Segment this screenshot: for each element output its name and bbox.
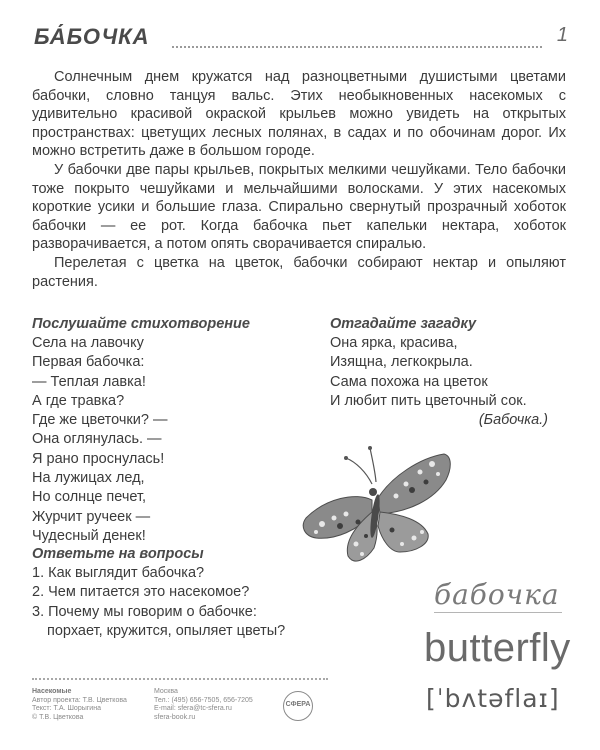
poem-line: Она оглянулась. —: [32, 431, 162, 448]
footer-site: sfera-book.ru: [154, 713, 196, 721]
footer-dotted-separator: [32, 678, 328, 680]
handwriting-baseline: [434, 612, 562, 613]
poem-line: Где же цветочки? —: [32, 412, 168, 429]
vocabulary-transcription: [ˈbʌtəflaɪ]: [426, 684, 560, 713]
poem-line: — Теплая лавка!: [32, 373, 146, 390]
footer-city: Москва: [154, 688, 178, 695]
publisher-logo-text: СФЕРА: [285, 701, 311, 708]
footer-project-author: Автор проекта: Т.В. Цветкова: [32, 696, 127, 704]
footer-email: E-mail: sfera@tc-sfera.ru: [154, 705, 232, 713]
question-item: 2. Чем питается это насекомое?: [32, 584, 250, 601]
riddle-answer: (Бабочка.): [478, 412, 548, 429]
header: [34, 22, 568, 54]
poem-line: Но солнце печет,: [32, 489, 147, 506]
poem-line: Чудесный денек!: [32, 527, 146, 544]
riddle-line: Она ярка, красива,: [330, 335, 458, 351]
poem-line: Первая бабочка:: [32, 354, 145, 371]
footer-credits: [32, 688, 127, 722]
intro-paragraph: Перелетая с цветка на цветок, бабочки собирают нектар и опыляют растения.: [32, 254, 566, 290]
intro-paragraph: Солнечным днем кружатся над разноцветными душистыми цветами бабочки, словно танцуя вальс. Этих необыкновенных насекомых с удивительно красивой окраской крыльев можно увидеть на открытых пространствах: цветущих лесных полянах, в садах и по обочинам дорог. Их можно встретить даже в большом городе.: [32, 69, 566, 160]
footer-text-author: Текст: Т.А. Шорыгина: [32, 705, 101, 713]
riddle-heading: Отгадайте загадку: [330, 316, 477, 332]
questions-heading: Ответьте на вопросы: [32, 546, 204, 562]
footer-copyright: © Т.В. Цветкова: [32, 713, 84, 721]
page-number: 1: [556, 24, 568, 46]
poem-line: А где травка?: [32, 392, 125, 409]
riddle-line: Сама похожа на цветок: [330, 373, 488, 390]
vocabulary-word-english: butterfly: [424, 626, 571, 670]
footer-phone: Тел.: (495) 656-7505, 656-7205: [154, 696, 253, 704]
footer-series: Насекомые: [32, 688, 72, 695]
intro-text: [32, 68, 566, 291]
poem-heading: Послушайте стихотворение: [32, 316, 250, 332]
vocabulary-word-russian: бабочка: [434, 578, 560, 611]
poem-section: [32, 315, 312, 546]
question-item: 1. Как выглядит бабочка?: [32, 565, 205, 581]
riddle-line: И любит пить цветочный сок.: [330, 392, 527, 409]
question-continuation: порхает, кружится, опыляет цветы?: [47, 622, 286, 639]
publisher-logo: [283, 691, 313, 721]
question-item: 3. Почему мы говорим о бабочке:: [32, 603, 257, 620]
intro-paragraph: У бабочки две пары крыльев, покрытых мелкими чешуйками. Тело бабочки тоже покрыто чешуйками и мельчайшими волосками. У этих насекомых короткие усики и большие глаза. Спирально свернутый прозрачный хоботок бабочки — ее рот. Когда бабочка пьет капельки нектара, хоботок разворачивается, а потом опять сворачивается спиралью.: [32, 161, 566, 253]
poem-line: Села на лавочку: [32, 335, 144, 351]
title-dotted-leader: [172, 46, 542, 48]
footer-contacts: [154, 688, 253, 722]
page-title: БА́БОЧКА: [34, 24, 150, 49]
riddle-section: [330, 315, 570, 430]
poem-line: Я рано проснулась!: [32, 450, 165, 467]
questions-section: [32, 545, 332, 641]
poem-line: Журчит ручеек —: [32, 508, 151, 525]
riddle-line: Изящна, легкокрыла.: [330, 354, 473, 371]
poem-line: На лужицах лед,: [32, 470, 145, 487]
